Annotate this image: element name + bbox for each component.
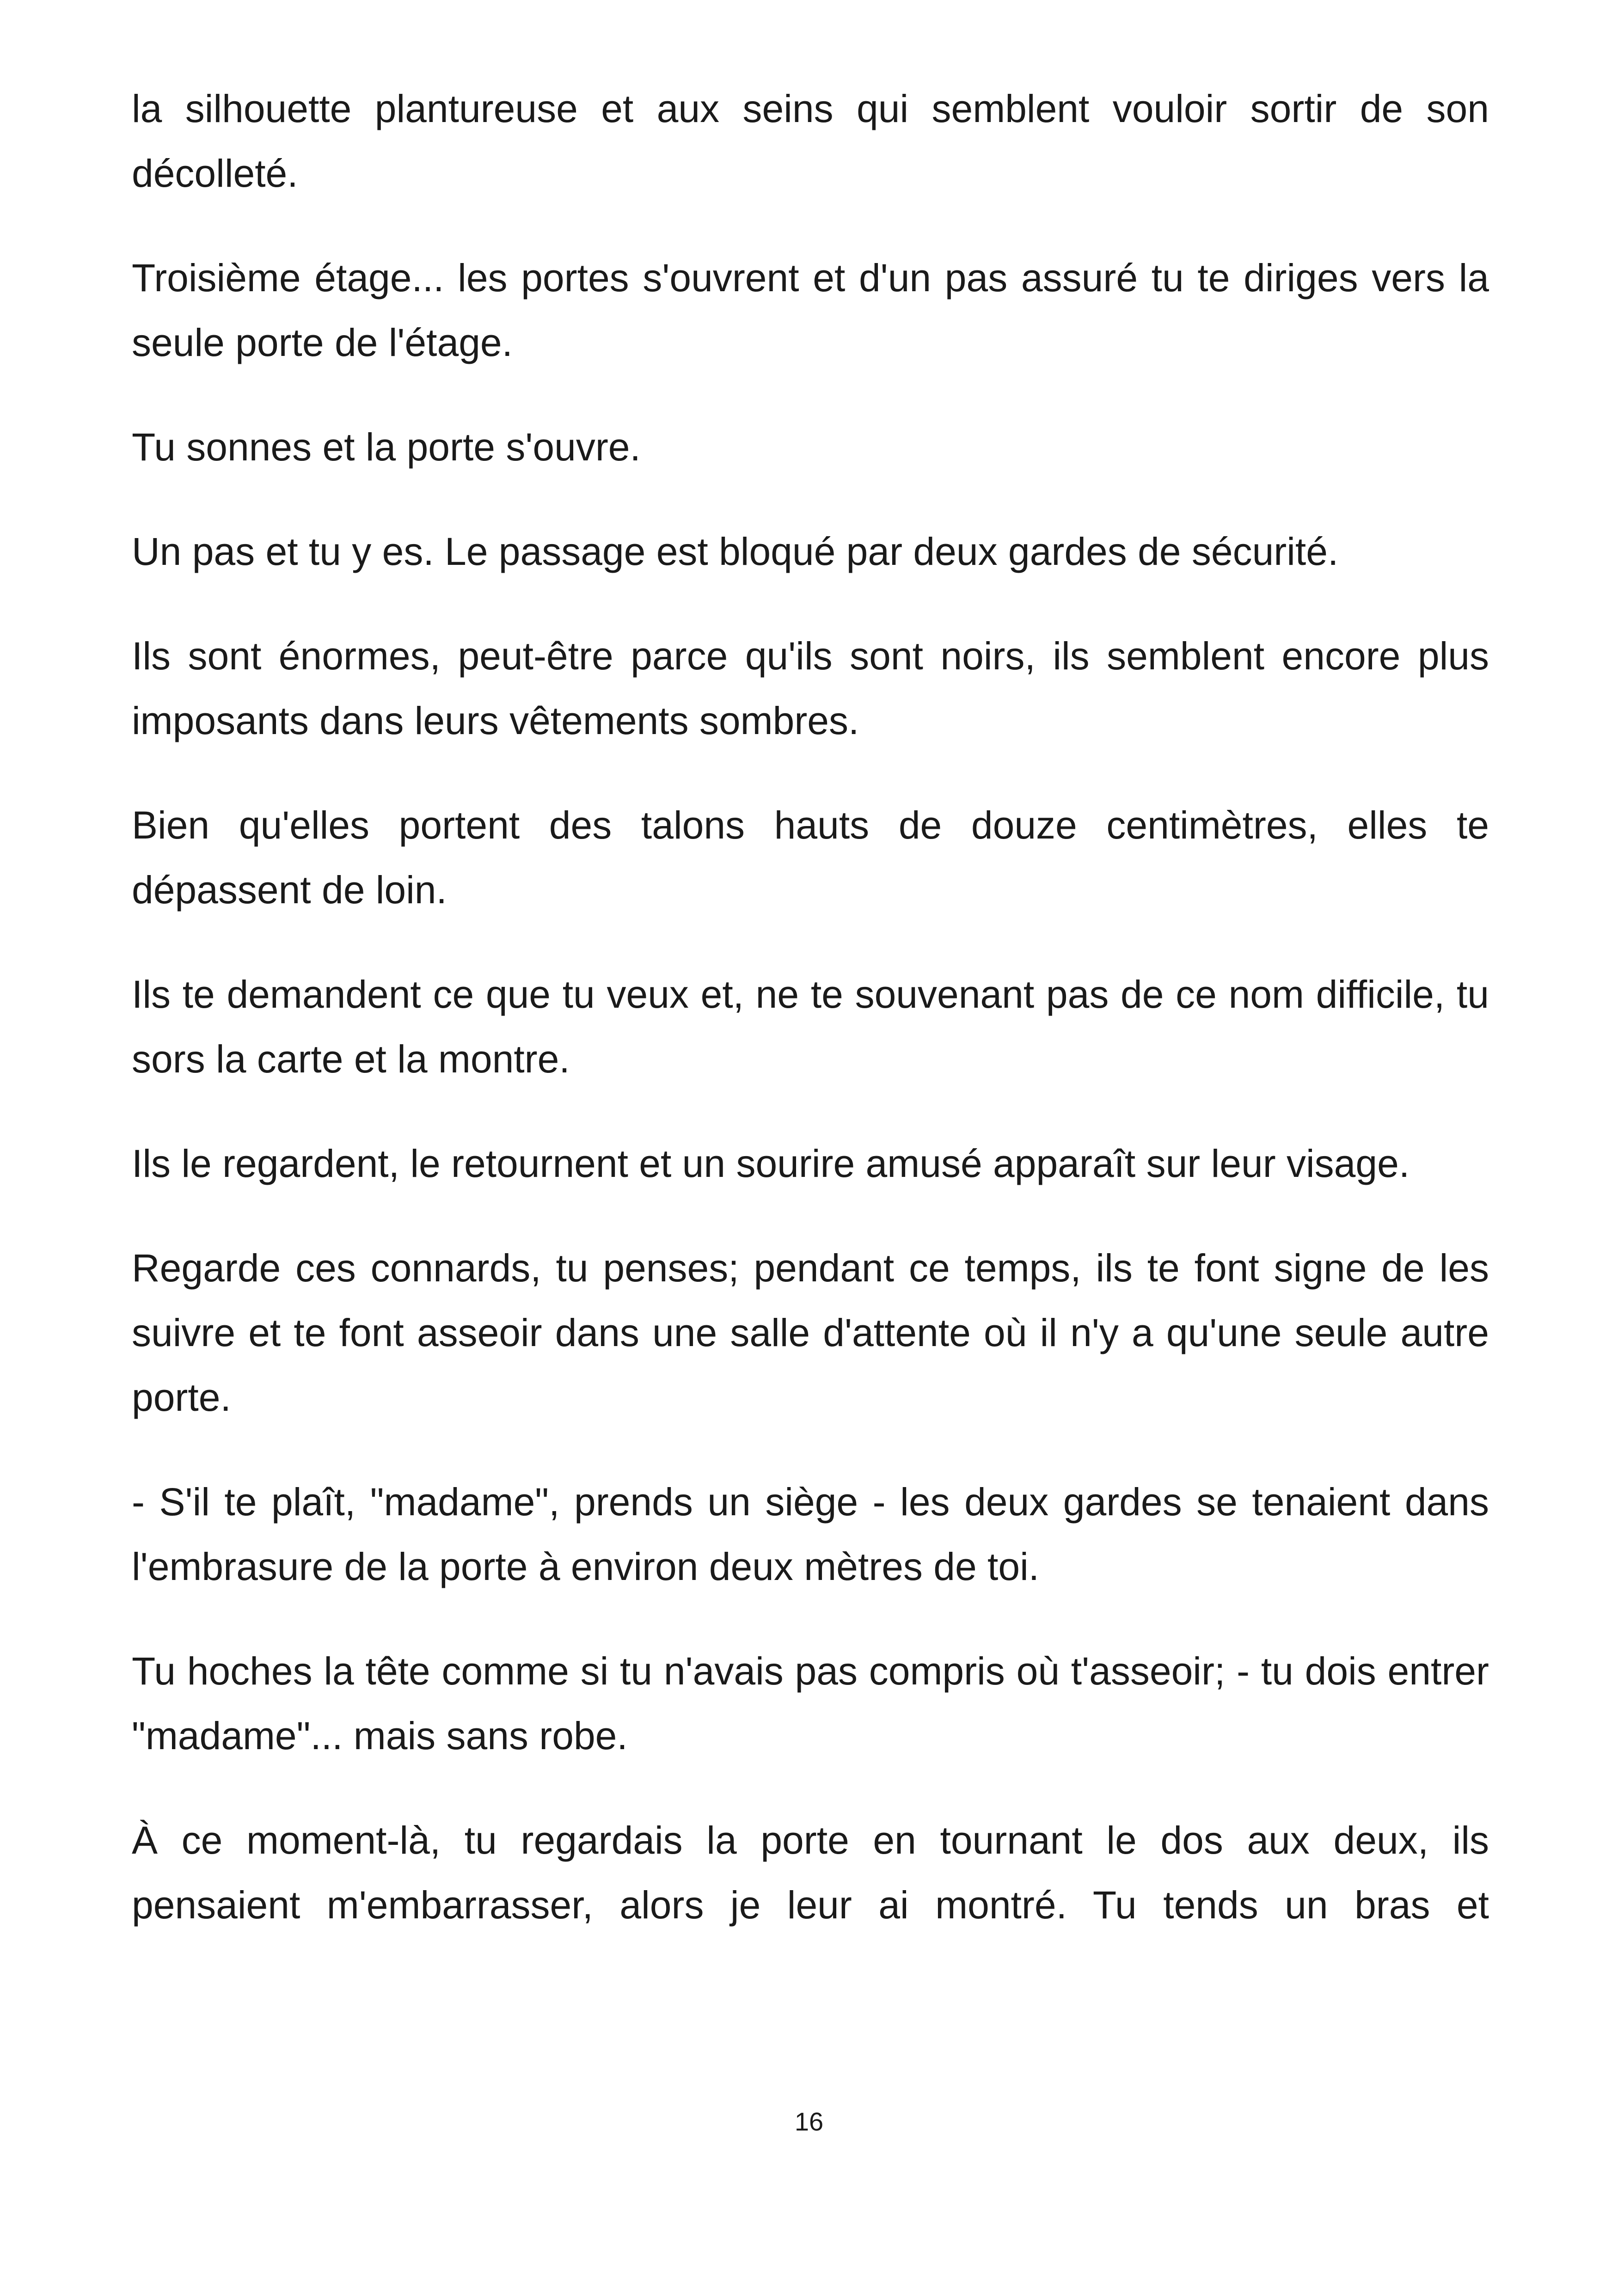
paragraph-12: À ce moment-là, tu regardais la porte en tournant le dos aux deux, ils pensaient m'embarrasser, alors je leur ai montré. Tu tends un bras et [132, 1818, 1489, 1927]
paragraph-9: Regarde ces connards, tu penses; pendant ce temps, ils te font signe de les suivre et te font asseoir dans une salle d'attente où il n'y a qu'une seule autre porte. [132, 1246, 1489, 1419]
paragraph-5: Ils sont énormes, peut-être parce qu'ils sont noirs, ils semblent encore plus imposants dans leurs vêtements sombres. [132, 634, 1489, 742]
paragraph-1: la silhouette plantureuse et aux seins qui semblent vouloir sortir de son décolleté. [132, 87, 1489, 195]
paragraph-2: Troisième étage... les portes s'ouvrent et d'un pas assuré tu te diriges vers la seule porte de l'étage. [132, 256, 1489, 364]
paragraph-10: - S'il te plaît, "madame", prends un siège - les deux gardes se tenaient dans l'embrasure de la porte à environ deux mètres de toi. [132, 1480, 1489, 1588]
paragraph-8: Ils le regardent, le retournent et un sourire amusé apparaît sur leur visage. [132, 1142, 1410, 1185]
paragraph-7: Ils te demandent ce que tu veux et, ne te souvenant pas de ce nom difficile, tu sors la carte et la montre. [132, 973, 1489, 1081]
paragraph-6: Bien qu'elles portent des talons hauts de douze centimètres, elles te dépassent de loin. [132, 803, 1489, 912]
body-text [132, 76, 1489, 1937]
page-number: 16 [794, 2107, 824, 2136]
paragraph-4: Un pas et tu y es. Le passage est bloqué par deux gardes de sécurité. [132, 530, 1339, 573]
paragraph-3: Tu sonnes et la porte s'ouvre. [132, 425, 641, 469]
paragraph-11: Tu hoches la tête comme si tu n'avais pas compris où t'asseoir; - tu dois entrer "madame"... mais sans robe. [132, 1649, 1489, 1757]
